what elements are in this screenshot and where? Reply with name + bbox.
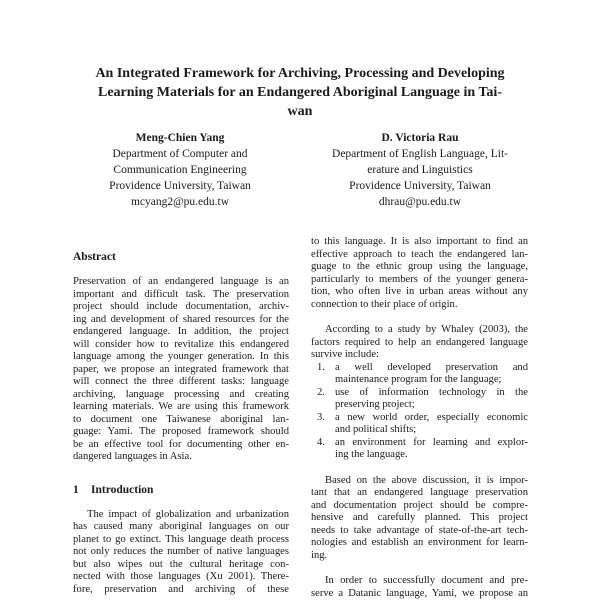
body-line: particularly to members of the younger genera- — [311, 273, 528, 285]
author-email[interactable]: mcyang2@pu.edu.tw — [130, 196, 230, 208]
list-line: and political shifts; — [335, 424, 417, 435]
introduction-body — [73, 509, 289, 597]
intro-line: nected with those languages (Xu 2001). There- — [73, 571, 289, 582]
body-line: Based on the above discussion, it is impor- — [325, 474, 528, 486]
list-item — [311, 362, 528, 387]
section-title: Introduction — [91, 483, 154, 496]
abstract-line: dangered languages in Asia. — [73, 451, 192, 462]
list-number: 3. — [317, 411, 325, 423]
body-line: effective approach to teach the endangered lan- — [311, 248, 528, 260]
intro-line: not only reduces the number of native languages — [73, 546, 289, 557]
body-line: connection to their place of origin. — [311, 298, 458, 310]
abstract-line: learning materials. We are using this framework — [73, 401, 289, 412]
body-line: tant that an endangered language preservation — [311, 487, 528, 498]
body-line: serve a Datanic language, Yami, we propose an — [311, 587, 528, 599]
intro-line: planet to go extinct. This language death process — [73, 533, 289, 545]
list-number: 2. — [317, 386, 325, 398]
abstract-line: will consider how to revitalize this endangered — [73, 338, 289, 350]
body-paragraph — [311, 575, 528, 600]
body-line: and documentation project should be compre- — [311, 499, 528, 511]
author-affiliation: Department of English Language, Lit- — [332, 148, 508, 160]
author-affiliation: Communication Engineering — [113, 164, 247, 176]
author-name: D. Victoria Rau — [381, 132, 459, 144]
list-item — [311, 387, 528, 412]
intro-line: but also wipes out the cultural heritage con- — [73, 558, 289, 570]
body-line: nologies and establish an environment for learn- — [311, 537, 528, 548]
abstract-line: endangered language. In addition, the project — [73, 326, 289, 337]
title-line: An Integrated Framework for Archiving, Processing and Developing — [95, 66, 505, 81]
abstract-line: Preservation of an endangered language is an — [73, 276, 289, 287]
body-line: tion, who often live in urban areas without any — [311, 286, 528, 297]
abstract-line: project should include documentation, archiv- — [73, 301, 289, 312]
author-email[interactable]: dhrau@pu.edu.tw — [378, 196, 462, 208]
body-line: ing. — [311, 549, 328, 561]
list-line: preserving project; — [335, 399, 415, 410]
abstract-line: guage: Yami. The proposed framework should — [73, 426, 289, 437]
intro-line: The impact of globalization and urbanization — [87, 508, 289, 520]
left-column — [73, 250, 289, 596]
author-block-1 — [70, 130, 290, 210]
body-line: survive include: — [311, 349, 379, 360]
introduction-heading — [73, 483, 289, 497]
list-line: an environment for learning and explor- — [335, 436, 528, 448]
right-column — [311, 236, 528, 600]
section-number: 1 — [73, 483, 79, 496]
author-affiliation: Providence University, Taiwan — [349, 180, 491, 192]
abstract-heading: Abstract — [73, 251, 116, 263]
list-line: maintenance program for the language; — [335, 374, 502, 385]
abstract-line: important and difficult task. The preservation — [73, 288, 289, 300]
list-item — [311, 437, 528, 462]
body-line: In order to successfully document and pre- — [325, 575, 528, 586]
body-paragraph — [311, 324, 528, 362]
list-line: a well developed preservation and — [335, 361, 528, 373]
list-line: ing the language. — [335, 449, 408, 460]
list-number: 1. — [317, 361, 325, 373]
abstract-line: be an effective tool for documenting other en- — [73, 438, 289, 450]
factors-list — [311, 362, 528, 462]
list-line: a new world order, especially economic — [335, 411, 528, 423]
body-line: According to a study by Whaley (2003), the — [325, 324, 528, 335]
author-affiliation: Providence University, Taiwan — [109, 180, 251, 192]
body-line: hensive and carefully planned. This project — [311, 512, 528, 523]
title-line: Learning Materials for an Endangered Aboriginal Language in Tai- — [98, 85, 502, 100]
body-paragraph — [311, 236, 528, 311]
paper-title — [70, 64, 530, 121]
abstract-line: to document one Taiwanese aboriginal lan- — [73, 413, 289, 425]
author-affiliation: erature and Linguistics — [367, 164, 473, 176]
abstract-body — [73, 276, 289, 464]
body-line: guage to the ethnic group using the language, — [311, 261, 528, 272]
intro-line: fore, preservation and archiving of these — [73, 583, 289, 595]
body-line: needs to take advantage of state-of-the-art tech- — [311, 524, 528, 536]
author-block-2 — [305, 130, 535, 210]
author-affiliation: Department of Computer and — [112, 148, 248, 160]
body-line: factors required to help an endangered language — [311, 336, 528, 348]
title-line: wan — [287, 104, 313, 119]
intro-line: has caused many aboriginal languages on our — [73, 521, 289, 532]
abstract-line: language among the younger generation. In this — [73, 351, 289, 362]
list-line: use of information technology in the — [335, 386, 528, 398]
body-line: to this language. It is also important to find an — [311, 236, 528, 247]
abstract-line: will connect the three different tasks: language — [73, 376, 289, 387]
list-item — [311, 412, 528, 437]
abstract-line: archiving, language processing and creating — [73, 388, 289, 400]
abstract-line: ing and development of shared resources for the — [73, 313, 289, 325]
body-paragraph — [311, 475, 528, 563]
author-name: Meng-Chien Yang — [135, 132, 225, 144]
list-number: 4. — [317, 436, 325, 448]
abstract-line: paper, we propose an integrated framework that — [73, 363, 289, 375]
